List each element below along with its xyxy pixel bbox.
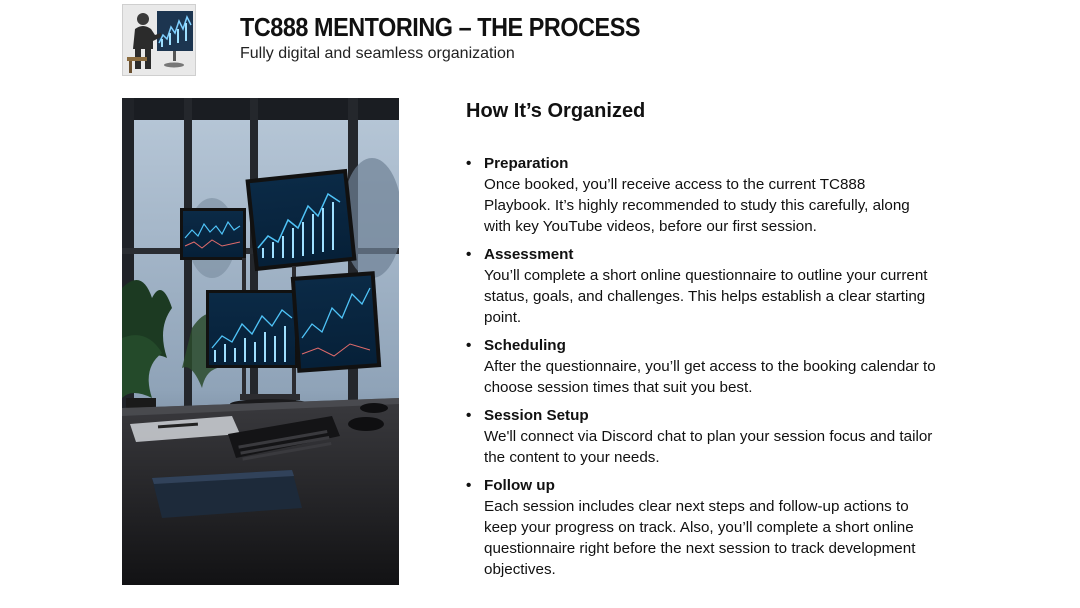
step-scheduling (466, 335, 936, 398)
section-title: How It’s Organized (466, 100, 646, 122)
bullet-icon: • (466, 337, 472, 354)
step-title: Assessment (484, 246, 574, 263)
bullet-icon: • (466, 155, 472, 172)
step-title: Follow up (484, 477, 555, 494)
step-description: After the questionnaire, you’ll get access to the booking calendar to choose session times that suit you best. (484, 358, 936, 396)
page-title: TC888 MENTORING – THE PROCESS (240, 12, 641, 42)
step-description: We'll connect via Discord chat to plan your session focus and tailor the content to your needs. (484, 428, 933, 466)
page-subtitle: Fully digital and seamless organization (240, 45, 515, 62)
step-title: Scheduling (484, 337, 566, 354)
step-preparation (466, 153, 936, 237)
logo-image (122, 4, 196, 76)
trading-desk-photo (122, 98, 399, 585)
step-title: Preparation (484, 155, 569, 172)
step-assessment (466, 244, 936, 328)
step-title: Session Setup (484, 407, 589, 424)
process-steps-list (466, 153, 936, 587)
step-session-setup (466, 405, 936, 468)
bullet-icon: • (466, 477, 472, 494)
step-description: You’ll complete a short online questionnaire to outline your current status, goals, and challenges. This helps establish a clear starting point. (484, 267, 928, 326)
step-description: Each session includes clear next steps and follow-up actions to keep your progress on track. Also, you’ll complete a short online questionnaire right before the next session to track development objectives. (484, 498, 916, 578)
bullet-icon: • (466, 246, 472, 263)
step-follow-up (466, 475, 936, 580)
bullet-icon: • (466, 407, 472, 424)
step-description: Once booked, you’ll receive access to the current TC888 Playbook. It’s highly recommended to study this carefully, along with key YouTube videos, before our first session. (484, 176, 910, 235)
